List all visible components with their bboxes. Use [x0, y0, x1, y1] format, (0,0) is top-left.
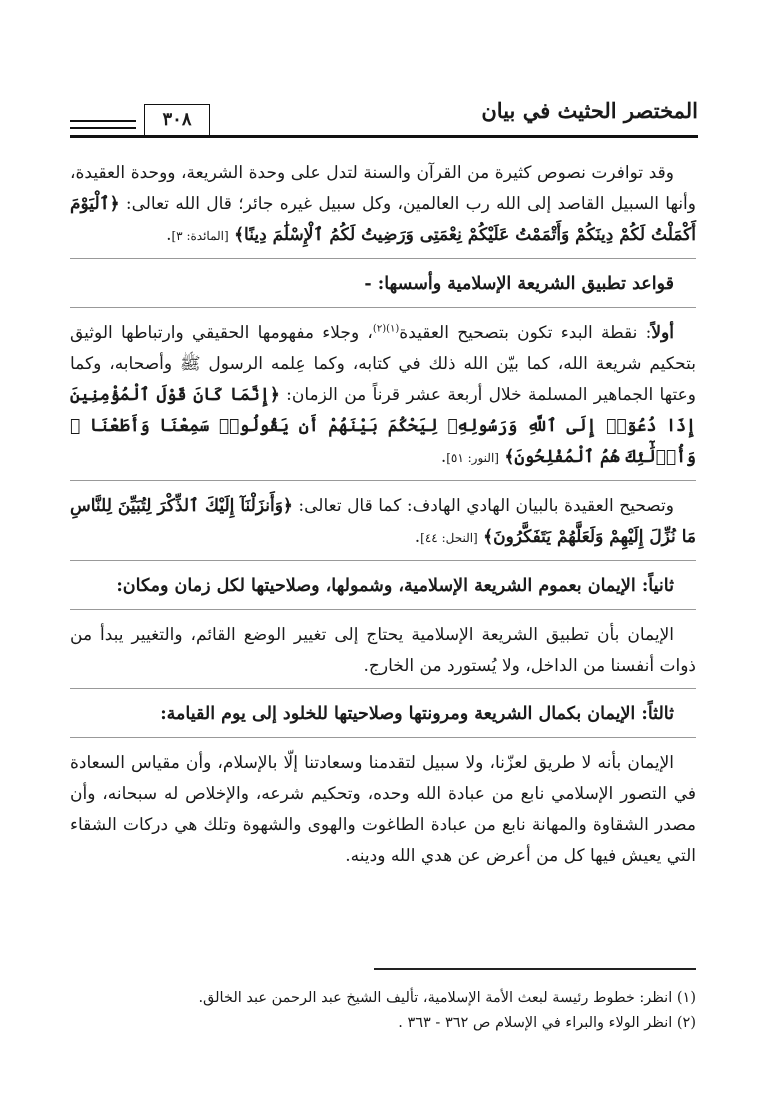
- section-divider: [70, 688, 696, 689]
- quran-verse: ﴿ٱلْيَوْمَ أَكْمَلْتُ لَكُمْ دِينَكُمْ وَأَتْمَمْتُ عَلَيْكُمْ نِعْمَتِى وَرَضِيتُ لَكُمُ ٱلْإِسْلَٰمَ دِينًا﴾: [70, 194, 696, 245]
- footnote: (٢) انظر الولاء والبراء في الإسلام ص ٣٦٢ - ٣٦٣ .: [398, 1015, 696, 1031]
- verse-reference: [المائدة: ٣]: [171, 229, 229, 243]
- footnote-marker: (١)(٢): [372, 323, 400, 335]
- body-text: [70, 158, 696, 872]
- text-run: .: [166, 225, 172, 245]
- section-divider: [70, 609, 696, 610]
- footnote: (١) انظر: خطوط رئيسة لبعث الأمة الإسلامية، تأليف الشيخ عبد الرحمن عبد الخالق.: [198, 990, 696, 1006]
- quran-verse: ﴿وَأَنزَلْنَآ إِلَيْكَ ٱلذِّكْرَ لِتُبَيِّنَ لِلنَّاسِ مَا نُزِّلَ إِلَيْهِمْ وَلَعَلَّهُمْ يَتَفَكَّرُونَ﴾: [70, 496, 696, 547]
- section-divider: [70, 307, 696, 308]
- header-rule-ornament: [70, 120, 136, 122]
- paragraph-second: الإيمان بأن تطبيق الشريعة الإسلامية يحتاج إلى تغيير الوضع القائم، والتغيير يبدأ من ذوات أنفسنا من الداخل، ولا يُستورد من الخارج.: [70, 625, 696, 676]
- paragraph-first: [70, 318, 696, 474]
- paragraph-intro: [70, 158, 696, 252]
- paragraph-correction: [70, 491, 696, 554]
- text-run: ، وجلاء مفهومها الحقيقي وارتباطها الوثيق بتحكيم شريعة الله، كما بيّن الله ذلك في كتابه، وكما عِلمه الرسول ﷺ وأصحابه، وكما وعتها الجماهير المسلمة خلال أربعة عشر قرناً من الزمان:: [70, 323, 696, 405]
- text-run: وتصحيح العقيدة بالبيان الهادي الهادف: كما قال تعالى:: [292, 496, 674, 516]
- section-heading: ثالثاً: الإيمان بكمال الشريعة ومرونتها وصلاحيتها للخلود إلى يوم القيامة:: [160, 704, 674, 724]
- text-run: : نقطة البدء تكون بتصحيح العقيدة: [399, 323, 652, 343]
- section-heading: ثانياً: الإيمان بعموم الشريعة الإسلامية، وشمولها، وصلاحيتها لكل زمان ومكان:: [116, 576, 674, 596]
- running-title: المختصر الحثيث في بيان: [481, 98, 698, 123]
- section-divider: [70, 737, 696, 738]
- footnote-separator: [374, 968, 696, 970]
- section-heading: قواعد تطبيق الشريعة الإسلامية وأسسها: -: [364, 274, 674, 294]
- quran-verse: ﴿إِنَّمَا كَانَ قَوْلَ ٱلْمُؤْمِنِينَ إِذَا دُعُوٓا۟ إِلَى ٱللَّهِ وَرَسُولِهِۦ لِيَحْكُمَ بَيْنَهُمْ أَن يَقُولُوا۟ سَمِعْنَا وَأَطَعْنَا ۚ وَأُو۟لَٰٓئِكَ هُمُ ٱلْمُفْلِحُونَ﴾: [70, 385, 696, 467]
- footnotes: [70, 986, 696, 1036]
- text-run: .: [414, 527, 421, 547]
- text-run: .: [440, 447, 447, 467]
- section-divider: [70, 560, 696, 561]
- verse-reference: [النور: ٥١]: [446, 451, 499, 465]
- page-number: ٣٠٨: [144, 104, 210, 135]
- header-rule-ornament: [70, 127, 136, 129]
- header-rule: [70, 135, 698, 138]
- section-divider: [70, 480, 696, 481]
- text-run: وقد توافرت نصوص كثيرة من القرآن والسنة لتدل على وحدة الشريعة، ووحدة العقيدة، وأنها السبيل القاصد إلى الله رب العالمين، وكل سبيل غيره جائر؛ قال الله تعالى:: [70, 163, 696, 214]
- point-label: أولاً: [651, 323, 674, 343]
- verse-reference: [النحل: ٤٤]: [420, 531, 478, 545]
- paragraph-third: الإيمان بأنه لا طريق لعزّنا، ولا سبيل لتقدمنا وسعادتنا إلّا بالإسلام، وأن مقياس السعادة في التصور الإسلامي نابع من عبادة الله وحده، وتحكيم شرعه، والإخلاص له سبحانه، وأن مصدر الشقاوة والمهانة نابع من عبادة الطاغوت والهوى والشهوة وتلك هي دركات الشقاء التي يعيش فيها كل من أعرض عن هدي الله ودينه.: [70, 753, 696, 866]
- section-divider: [70, 258, 696, 259]
- page-header: [70, 96, 698, 140]
